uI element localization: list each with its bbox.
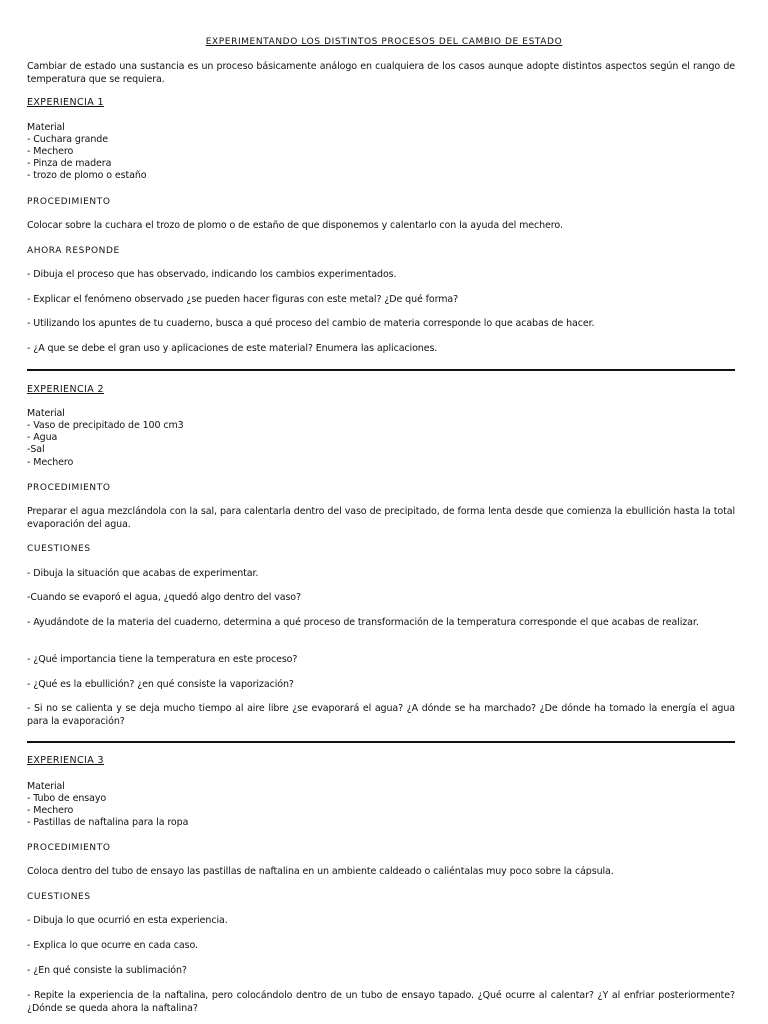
exp3-material-label: Material: [27, 781, 65, 792]
exp2-material-item: - Vaso de precipitado de 100 cm3: [27, 420, 184, 431]
exp3-heading: EXPERIENCIA 3: [27, 755, 104, 766]
exp3-procedure-label: PROCEDIMIENTO: [27, 843, 111, 853]
exp3-question: - Explica lo que ocurre en cada caso.: [27, 940, 198, 951]
exp3-question: - ¿En qué consiste la sublimación?: [27, 965, 187, 976]
exp3-question: - Repite la experiencia de la naftalina, pero colocándolo dentro de un tubo de ensayo tapado. ¿Qué ocurre al calentar? ¿Y al enfriar posteriormente? ¿Dónde se queda ahora la naftalina?: [27, 990, 735, 1014]
exp2-question: -Cuando se evaporó el agua, ¿quedó algo dentro del vaso?: [27, 592, 301, 603]
exp2-questions-label: CUESTIONES: [27, 544, 91, 554]
section-divider: [27, 741, 735, 743]
exp1-question: - Explicar el fenómeno observado ¿se pueden hacer figuras con este metal? ¿De qué forma?: [27, 294, 459, 305]
exp3-material-item: - Pastillas de naftalina para la ropa: [27, 817, 189, 828]
exp1-question: - Utilizando los apuntes de tu cuaderno, busca a qué proceso del cambio de materia corresponde lo que acabas de hacer.: [27, 318, 595, 329]
exp1-question: - Dibuja el proceso que has observado, indicando los cambios experimentados.: [27, 269, 397, 280]
exp1-material-item: - Mechero: [27, 146, 74, 157]
exp2-material-item: - Agua: [27, 432, 58, 443]
exp3-material-item: - Tubo de ensayo: [27, 793, 107, 804]
exp2-question: - ¿Qué importancia tiene la temperatura en este proceso?: [27, 654, 298, 665]
exp1-questions-label: AHORA RESPONDE: [27, 246, 120, 256]
exp2-procedure-text: Preparar el agua mezclándola con la sal, para calentarla dentro del vaso de precipitado, de forma lenta desde que comienza la ebullición hasta la total evaporación del agua.: [27, 506, 735, 530]
exp2-question: - Ayudándote de la materia del cuaderno, determina a qué proceso de transformación de la temperatura corresponde el que acabas de realizar.: [27, 617, 699, 628]
exp2-material-item: - Mechero: [27, 457, 74, 468]
exp1-procedure-label: PROCEDIMIENTO: [27, 197, 111, 207]
section-divider: [27, 369, 735, 371]
exp1-material-item: - Cuchara grande: [27, 134, 108, 145]
exp2-material-item: -Sal: [27, 444, 45, 455]
exp3-questions-label: CUESTIONES: [27, 892, 91, 902]
page-title: EXPERIMENTANDO LOS DISTINTOS PROCESOS DEL CAMBIO DE ESTADO: [205, 37, 563, 47]
exp2-question: - Dibuja la situación que acabas de experimentar.: [27, 568, 259, 579]
exp2-heading: EXPERIENCIA 2: [27, 384, 104, 395]
exp3-question: - Dibuja lo que ocurrió en esta experiencia.: [27, 915, 228, 926]
exp2-material-label: Material: [27, 408, 65, 419]
exp1-material-item: - trozo de plomo o estaño: [27, 170, 147, 181]
exp1-material-label: Material: [27, 122, 65, 133]
exp1-material-item: - Pinza de madera: [27, 158, 112, 169]
exp3-material-item: - Mechero: [27, 805, 74, 816]
exp1-heading: EXPERIENCIA 1: [27, 97, 104, 108]
intro-paragraph: Cambiar de estado una sustancia es un proceso básicamente análogo en cualquiera de los casos aunque adopte distintos aspectos según el rango de temperatura que se requiera.: [27, 61, 735, 85]
exp1-question: - ¿A que se debe el gran uso y aplicaciones de este material? Enumera las aplicaciones.: [27, 343, 438, 354]
exp2-question: - ¿Qué es la ebullición? ¿en qué consiste la vaporización?: [27, 679, 294, 690]
exp2-question: - Si no se calienta y se deja mucho tiempo al aire libre ¿se evaporará el agua? ¿A dónde se ha marchado? ¿De dónde ha tomado la energía el agua para la evaporación?: [27, 703, 735, 727]
exp3-procedure-text: Coloca dentro del tubo de ensayo las pastillas de naftalina en un ambiente caldeado o caliéntalas muy poco sobre la cápsula.: [27, 866, 614, 877]
exp1-procedure-text: Colocar sobre la cuchara el trozo de plomo o de estaño de que disponemos y calentarlo con la ayuda del mechero.: [27, 220, 563, 231]
exp2-procedure-label: PROCEDIMIENTO: [27, 483, 111, 493]
